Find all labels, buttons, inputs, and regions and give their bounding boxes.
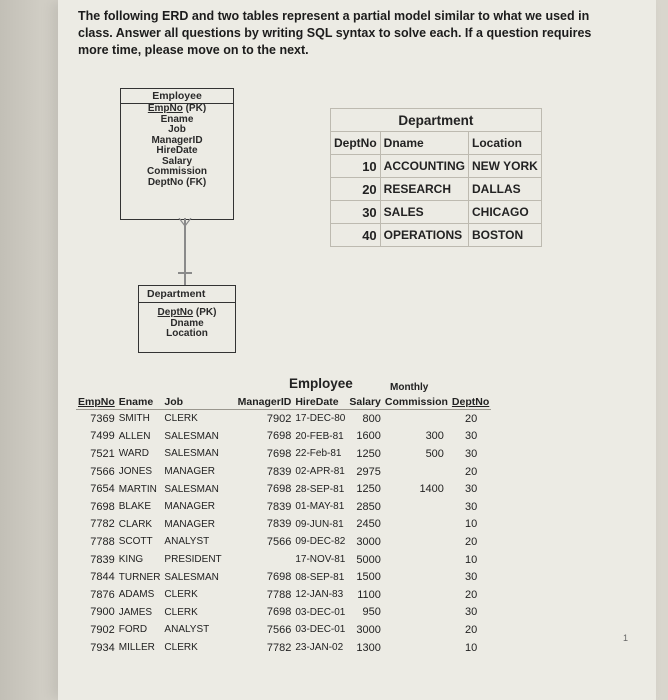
employee-table-monthly-label: Monthly xyxy=(390,382,429,393)
employee-cell-sal: 3000 xyxy=(356,623,381,636)
department-cell: 20 xyxy=(331,178,381,201)
employee-column-header: EmpNo xyxy=(78,396,115,408)
employee-cell-hire: 02-APR-81 xyxy=(295,466,345,478)
department-cell: RESEARCH xyxy=(380,178,468,201)
employee-cell-comm xyxy=(383,639,450,657)
employee-cell-mgr: 7566 xyxy=(266,535,292,548)
employee-cell-dept: 20 xyxy=(465,465,478,478)
erd-employee-title: Employee xyxy=(121,89,233,104)
employee-cell-dept: 20 xyxy=(465,535,478,548)
employee-cell-sal: 2450 xyxy=(356,518,381,531)
employee-cell-empno: 7521 xyxy=(90,447,115,460)
employee-cell-dept: 10 xyxy=(465,553,478,566)
employee-cell-comm xyxy=(383,516,450,534)
employee-cell-ename: CLARK xyxy=(118,518,153,530)
erd-cardinality-bar xyxy=(178,272,192,274)
department-cell: ACCOUNTING xyxy=(380,155,468,178)
employee-cell-sal: 5000 xyxy=(356,553,381,566)
employee-cell-sal: 800 xyxy=(362,412,381,425)
employee-cell-hire: 23-JAN-02 xyxy=(295,642,344,654)
erd-department-attributes xyxy=(139,319,235,340)
employee-cell-job: SALESMAN xyxy=(164,483,219,495)
erd-department-pk xyxy=(139,308,235,319)
employee-column-header: Ename xyxy=(117,395,163,410)
employee-cell-hire: 09-DEC-82 xyxy=(295,536,346,548)
employee-cell-ename: SCOTT xyxy=(118,536,153,548)
employee-column-header: HireDate xyxy=(293,395,347,410)
employee-cell-hire: 03-DEC-01 xyxy=(295,606,346,618)
department-row xyxy=(331,155,542,178)
department-cell: BOSTON xyxy=(469,224,542,247)
employee-cell-comm xyxy=(383,568,450,586)
employee-cell-dept: 20 xyxy=(465,623,478,636)
department-cell: DALLAS xyxy=(469,178,542,201)
employee-row xyxy=(76,410,491,428)
department-cell: NEW YORK xyxy=(469,155,542,178)
employee-cell-hire: 09-JUN-81 xyxy=(295,518,344,530)
employee-cell-empno: 7369 xyxy=(90,412,115,425)
employee-cell-empno: 7839 xyxy=(90,553,115,566)
employee-table-body xyxy=(76,410,491,657)
employee-cell-dept: 30 xyxy=(465,500,478,513)
employee-cell-ename: ALLEN xyxy=(118,430,151,442)
employee-row xyxy=(76,428,491,446)
employee-cell-job: SALESMAN xyxy=(164,430,219,442)
employee-cell-hire: 17-DEC-80 xyxy=(295,413,346,425)
employee-cell-hire: 01-MAY-81 xyxy=(295,501,345,513)
employee-cell-hire: 28-SEP-81 xyxy=(295,483,345,495)
employee-cell-empno: 7499 xyxy=(90,430,115,443)
erd-department-title: Department xyxy=(139,286,235,303)
employee-cell-dept: 30 xyxy=(465,483,478,496)
employee-cell-mgr: 7698 xyxy=(266,571,292,584)
employee-row xyxy=(76,621,491,639)
erd-relationship-line xyxy=(184,218,186,286)
employee-cell-dept: 30 xyxy=(465,571,478,584)
employee-cell-comm xyxy=(383,498,450,516)
employee-cell-job: ANALYST xyxy=(164,624,210,636)
department-cell: SALES xyxy=(380,201,468,224)
erd-department-attribute: Dname xyxy=(170,317,204,329)
employee-row xyxy=(76,568,491,586)
employee-row xyxy=(76,463,491,481)
employee-cell-mgr: 7698 xyxy=(266,447,292,460)
employee-cell-dept: 20 xyxy=(465,588,478,601)
employee-row xyxy=(76,639,491,657)
employee-table-header xyxy=(76,395,491,410)
employee-cell-job: SALESMAN xyxy=(164,448,219,460)
employee-cell-ename: ADAMS xyxy=(118,589,155,601)
employee-cell-dept: 10 xyxy=(465,518,478,531)
employee-row xyxy=(76,480,491,498)
department-column-header: Location xyxy=(469,132,542,155)
employee-table xyxy=(76,395,491,656)
employee-cell-empno: 7782 xyxy=(90,518,115,531)
employee-cell-mgr: 7698 xyxy=(266,483,292,496)
employee-column-header: Commission xyxy=(384,396,448,408)
employee-cell-job: ANALYST xyxy=(164,536,210,548)
erd-employee-pk xyxy=(121,104,233,115)
employee-cell-empno: 7698 xyxy=(90,500,115,513)
department-row xyxy=(331,178,542,201)
employee-cell-mgr: 7839 xyxy=(266,465,292,478)
erd-employee-attribute: ManagerID xyxy=(151,134,203,146)
employee-cell-mgr: 7698 xyxy=(266,430,292,443)
erd-employee-attribute: HireDate xyxy=(156,145,198,156)
employee-cell-mgr xyxy=(224,551,294,569)
employee-cell-comm xyxy=(383,586,450,604)
department-row xyxy=(331,201,542,224)
employee-cell-sal: 1250 xyxy=(356,483,381,496)
department-column-header: DeptNo xyxy=(331,132,381,155)
erd-employee-attributes xyxy=(121,115,233,189)
department-cell: OPERATIONS xyxy=(380,224,468,247)
department-column-header: Dname xyxy=(380,132,468,155)
employee-cell-mgr: 7698 xyxy=(266,606,292,619)
employee-cell-ename: MARTIN xyxy=(118,483,157,495)
employee-cell-ename: TURNER xyxy=(118,571,161,583)
erd-department-attribute: Location xyxy=(166,328,208,339)
erd-employee-pk-name: EmpNo xyxy=(147,103,183,114)
erd-employee-entity xyxy=(120,88,234,220)
employee-cell-ename: JONES xyxy=(118,466,153,478)
employee-cell-sal: 1100 xyxy=(357,588,381,601)
employee-cell-hire: 17-NOV-81 xyxy=(295,554,346,566)
employee-cell-comm xyxy=(383,410,450,428)
erd-employee-pk-suffix: (PK) xyxy=(182,103,207,114)
employee-cell-mgr: 7902 xyxy=(266,412,292,425)
department-row xyxy=(331,224,542,247)
employee-cell-hire: 22-Feb-81 xyxy=(295,448,342,460)
erd-department-pk-name: DeptNo xyxy=(157,307,194,318)
employee-cell-job: MANAGER xyxy=(164,501,215,513)
footnote-mark: 1 xyxy=(623,633,629,643)
employee-cell-job: PRESIDENT xyxy=(164,554,222,566)
employee-cell-sal: 950 xyxy=(362,606,381,619)
employee-cell-mgr: 7566 xyxy=(266,623,292,636)
employee-cell-sal: 1500 xyxy=(356,571,381,584)
employee-cell-comm xyxy=(383,463,450,481)
employee-cell-job: MANAGER xyxy=(164,518,215,530)
employee-row xyxy=(76,533,491,551)
employee-cell-sal: 1250 xyxy=(356,447,381,460)
department-cell: 40 xyxy=(331,224,381,247)
employee-cell-hire: 03-DEC-01 xyxy=(295,624,346,636)
department-cell: 10 xyxy=(331,155,381,178)
employee-row xyxy=(76,551,491,569)
employee-table-title: Employee xyxy=(289,376,353,391)
employee-column-header: Salary xyxy=(349,396,381,408)
employee-cell-empno: 7934 xyxy=(90,641,115,654)
employee-row xyxy=(76,445,491,463)
employee-row xyxy=(76,498,491,516)
employee-column-header: Job xyxy=(162,395,223,410)
employee-cell-dept: 30 xyxy=(465,606,478,619)
employee-column-header: DeptNo xyxy=(451,396,490,408)
employee-cell-comm: 300 xyxy=(425,430,444,443)
employee-cell-job: CLERK xyxy=(164,606,198,618)
employee-cell-ename: MILLER xyxy=(118,642,155,654)
employee-cell-comm xyxy=(383,551,450,569)
employee-cell-dept: 20 xyxy=(465,412,478,425)
employee-cell-empno: 7876 xyxy=(90,588,115,601)
employee-cell-hire: 20-FEB-81 xyxy=(295,430,344,442)
employee-cell-ename: KING xyxy=(118,554,144,566)
employee-cell-mgr: 7788 xyxy=(266,588,292,601)
erd-employee-attribute: Ename xyxy=(160,113,194,125)
employee-cell-dept: 30 xyxy=(465,447,478,460)
employee-cell-job: SALESMAN xyxy=(164,571,219,583)
erd-employee-attribute: Job xyxy=(168,124,186,135)
department-table xyxy=(330,108,542,247)
employee-cell-comm xyxy=(383,621,450,639)
employee-cell-dept: 30 xyxy=(465,430,478,443)
employee-cell-ename: SMITH xyxy=(118,413,150,425)
employee-cell-sal: 1300 xyxy=(356,641,381,654)
employee-cell-mgr: 7839 xyxy=(266,518,292,531)
erd-employee-attribute: Salary xyxy=(161,155,193,167)
employee-cell-comm: 1400 xyxy=(419,483,444,496)
employee-cell-ename: WARD xyxy=(118,448,149,460)
employee-cell-empno: 7902 xyxy=(90,623,115,636)
employee-cell-hire: 08-SEP-81 xyxy=(295,571,345,583)
employee-cell-empno: 7566 xyxy=(90,465,115,478)
employee-cell-hire: 12-JAN-83 xyxy=(295,589,344,601)
employee-cell-job: MANAGER xyxy=(164,466,215,478)
employee-row xyxy=(76,516,491,534)
employee-cell-ename: FORD xyxy=(118,624,148,636)
erd-employee-attribute: DeptNo (FK) xyxy=(147,176,207,188)
employee-cell-empno: 7844 xyxy=(90,571,115,584)
employee-cell-ename: BLAKE xyxy=(118,501,151,513)
employee-cell-comm: 500 xyxy=(425,447,444,460)
department-table-title: Department xyxy=(331,109,542,132)
department-cell: CHICAGO xyxy=(469,201,542,224)
employee-cell-empno: 7654 xyxy=(90,483,115,496)
employee-cell-sal: 1600 xyxy=(356,430,381,443)
employee-cell-dept: 10 xyxy=(465,641,478,654)
department-table-header xyxy=(331,132,542,155)
employee-cell-job: CLERK xyxy=(164,642,198,654)
erd-department-entity xyxy=(138,285,236,353)
employee-cell-comm xyxy=(383,533,450,551)
employee-cell-job: CLERK xyxy=(164,413,198,425)
employee-cell-job: CLERK xyxy=(164,589,198,601)
erd-employee-attribute: Commission xyxy=(146,166,207,177)
employee-cell-sal: 3000 xyxy=(356,535,381,548)
erd-department-pk-suffix: (PK) xyxy=(193,307,217,318)
employee-cell-sal: 2975 xyxy=(356,465,381,478)
department-cell: 30 xyxy=(331,201,381,224)
instructions-text: The following ERD and two tables represent a partial model similar to what we used in class. Answer all questions by writing SQL syntax to solve each. If a question requires more time, please move on to the next. xyxy=(78,9,592,57)
page-left-shadow xyxy=(0,0,58,700)
department-table-body xyxy=(331,155,542,247)
employee-cell-ename: JAMES xyxy=(118,606,153,618)
employee-cell-empno: 7788 xyxy=(90,535,115,548)
employee-row xyxy=(76,604,491,622)
employee-cell-comm xyxy=(383,604,450,622)
employee-cell-mgr: 7839 xyxy=(266,500,292,513)
employee-cell-sal: 2850 xyxy=(356,500,381,513)
employee-cell-mgr: 7782 xyxy=(266,641,292,654)
employee-cell-empno: 7900 xyxy=(90,606,115,619)
employee-row xyxy=(76,586,491,604)
employee-column-header: ManagerID xyxy=(224,395,294,410)
